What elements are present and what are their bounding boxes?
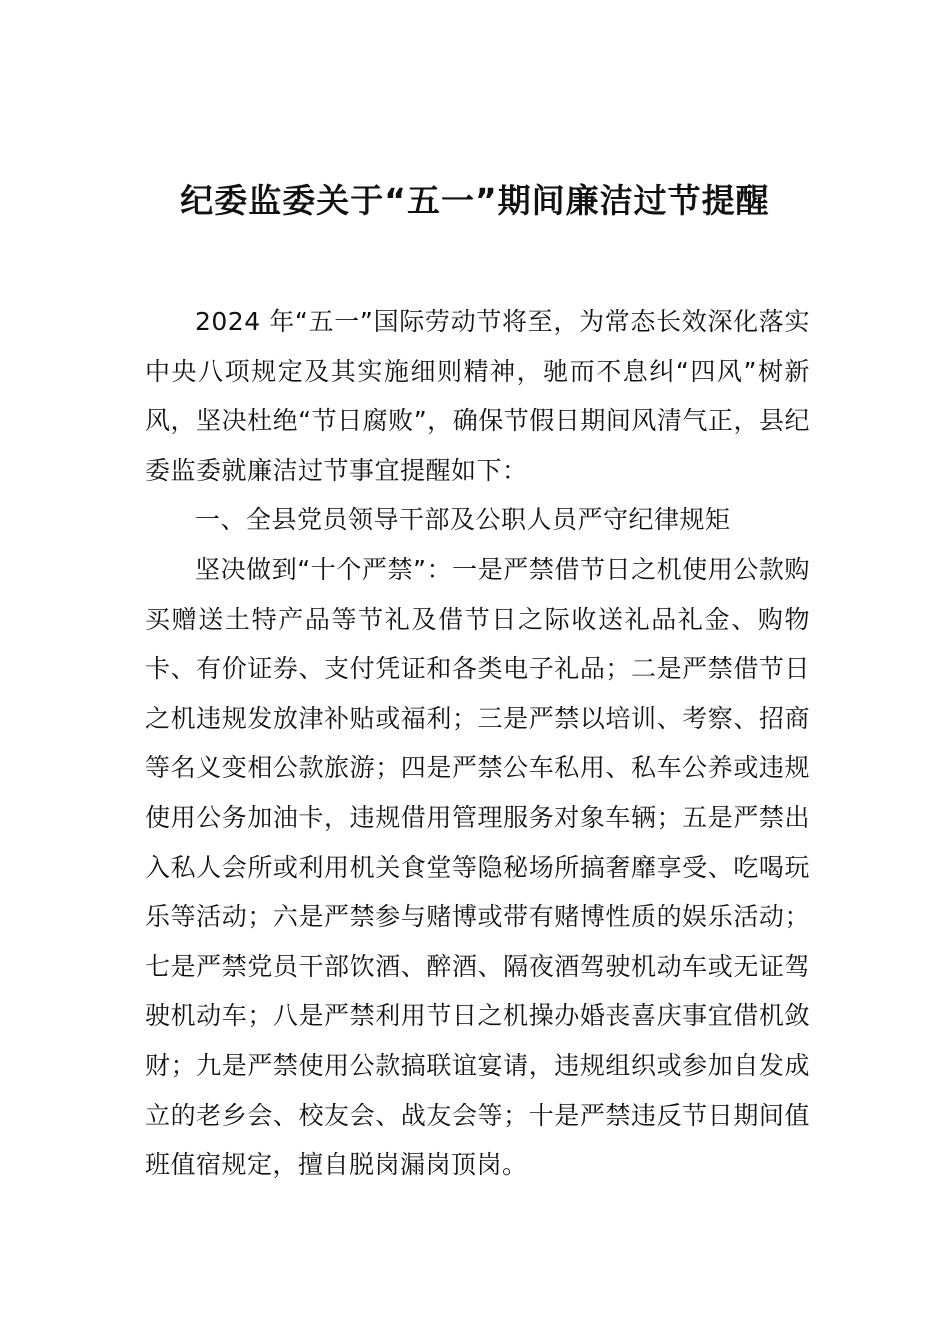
rules-paragraph: 坚决做到“十个严禁”：一是严禁借节日之机使用公款购买赠送土特产品等节礼及借节日之际收送礼品礼金、购物卡、有价证券、支付凭证和各类电子礼品；二是严禁借节日之机违规发放津补贴或福利；三是严禁以培训、考察、招商等名义变相公款旅游；四是严禁公车私用、私车公养或违规使用公务加油卡，违规借用管理服务对象车辆；五是严禁出入私人会所或利用机关食堂等隐秘场所搞奢靡享受、吃喝玩乐等活动；六是严禁参与赌博或带有赌博性质的娱乐活动；七是严禁党员干部饮酒、醉酒、隔夜酒驾驶机动车或无证驾驶机动车；八是严禁利用节日之机操办婚丧喜庆事宜借机敛财；九是严禁使用公款搞联谊宴请，违规组织或参加自发成立的老乡会、校友会、战友会等；十是严禁违反节日期间值班值宿规定，擅自脱岗漏岗顶岗。 (145, 554, 810, 1180)
document-title: 纪委监委关于“五一”期间廉洁过节提醒 (180, 181, 770, 221)
intro-paragraph: 2024 年“五一”国际劳动节将至，为常态长效深化落实中央八项规定及其实施细则精神，驰而不息纠“四风”树新风，坚决杜绝“节日腐败”，确保节假日期间风清气正，县纪委监委就廉洁过节事宜提醒如下： (145, 307, 810, 485)
section-heading: 一、全县党员领导干部及公职人员严守纪律规矩 (195, 505, 731, 535)
document-body (145, 297, 810, 1190)
